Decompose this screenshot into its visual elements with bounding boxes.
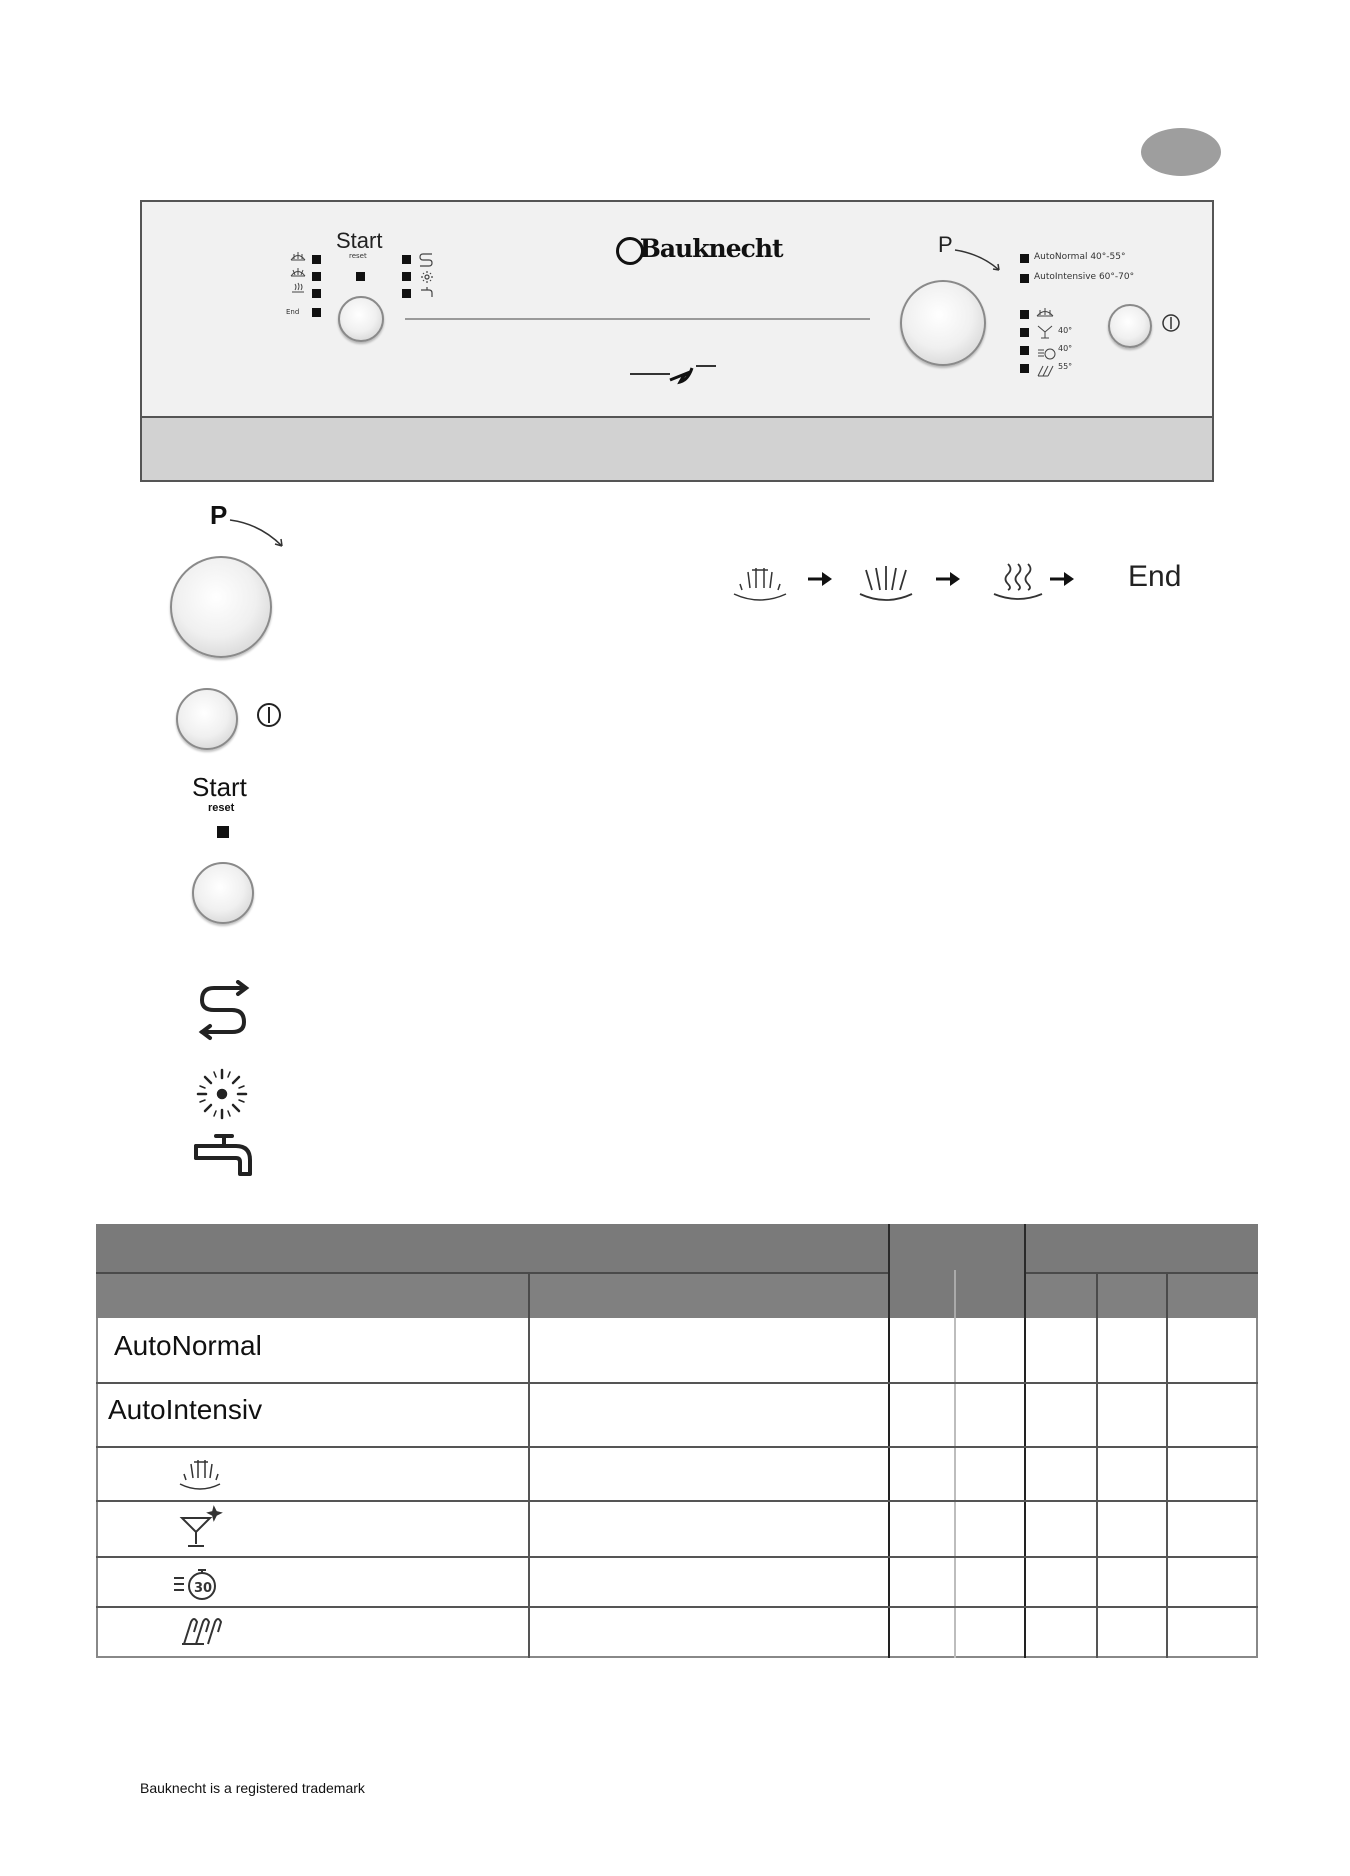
left-status-column — [288, 250, 308, 324]
row-autonormal-label: AutoNormal — [114, 1330, 262, 1361]
led-wash — [312, 272, 321, 281]
led-end — [312, 308, 321, 317]
legend-start-label: Start — [192, 772, 247, 802]
brand-name: Bauknecht — [639, 234, 783, 263]
led-dry — [312, 289, 321, 298]
start-led — [356, 272, 365, 281]
program-table — [96, 1224, 1258, 1658]
legend-on-off-button[interactable] — [176, 688, 238, 750]
led-auto-intensive — [1020, 274, 1029, 283]
reset-label: reset — [349, 252, 367, 260]
table-header-top — [96, 1224, 1258, 1274]
temp-glass: 40° — [1058, 326, 1073, 335]
led-prog-prewash — [1020, 310, 1029, 319]
program-auto-intensive: AutoIntensive 60°-70° — [1034, 272, 1135, 282]
panel-divider-line — [405, 318, 870, 320]
led-prog-quick — [1020, 346, 1029, 355]
program-p-label: P — [938, 232, 953, 257]
water-tap-icon — [192, 1132, 258, 1190]
legend-p-arrow-icon — [228, 516, 288, 552]
on-off-button[interactable] — [1108, 304, 1152, 348]
row-soak-icon — [176, 1610, 228, 1652]
program-icons — [1034, 304, 1056, 380]
legend-power-icon — [254, 700, 284, 730]
trademark-footer: Bauknecht is a registered trademark — [140, 1780, 365, 1796]
sequence-arrow-3 — [1048, 568, 1076, 590]
legend-start-led — [217, 826, 229, 838]
program-auto-normal: AutoNormal 40°-55° — [1034, 252, 1126, 262]
legend-reset-label: reset — [208, 802, 235, 814]
led-prog-soak — [1020, 364, 1029, 373]
power-icon — [1160, 312, 1182, 334]
row-quick-30-icon — [170, 1560, 226, 1604]
start-label: Start — [336, 228, 383, 253]
row-prewash-icon — [176, 1450, 224, 1494]
start-reset-button[interactable] — [338, 296, 384, 342]
temp-soak: 55° — [1058, 362, 1073, 371]
row-glass-icon — [176, 1504, 224, 1552]
legend-start-reset-button[interactable] — [192, 862, 254, 924]
rinse-aid-icon — [192, 1064, 252, 1126]
control-panel-base — [140, 416, 1214, 482]
water-logo — [626, 354, 736, 390]
program-selector-knob[interactable] — [900, 280, 986, 366]
legend-p-label: P — [210, 500, 228, 530]
temp-quick: 40° — [1058, 344, 1073, 353]
sequence-wash-icon — [856, 560, 916, 604]
table-header-sub — [96, 1274, 1258, 1318]
led-prog-glass — [1020, 328, 1029, 337]
sequence-arrow-1 — [806, 568, 834, 590]
table-header-consumption — [888, 1224, 1024, 1318]
language-badge — [1141, 128, 1221, 176]
p-arrow-icon — [953, 246, 1005, 276]
led-water — [402, 289, 411, 298]
sequence-end-label: End — [1128, 560, 1182, 593]
sequence-dry-icon — [990, 558, 1046, 604]
row-autointensiv-label: AutoIntensiv — [108, 1394, 263, 1425]
svg-text:30: 30 — [194, 1581, 213, 1596]
led-auto-normal — [1020, 254, 1029, 263]
end-label: End — [286, 308, 300, 316]
refill-icons — [418, 250, 438, 302]
salt-refill-icon — [192, 980, 256, 1042]
sequence-prewash-icon — [730, 560, 790, 604]
brand-logo — [616, 234, 783, 265]
led-salt — [402, 255, 411, 264]
sequence-arrow-2 — [934, 568, 962, 590]
led-prewash — [312, 255, 321, 264]
legend-program-knob[interactable] — [170, 556, 272, 658]
led-rinse-aid — [402, 272, 411, 281]
